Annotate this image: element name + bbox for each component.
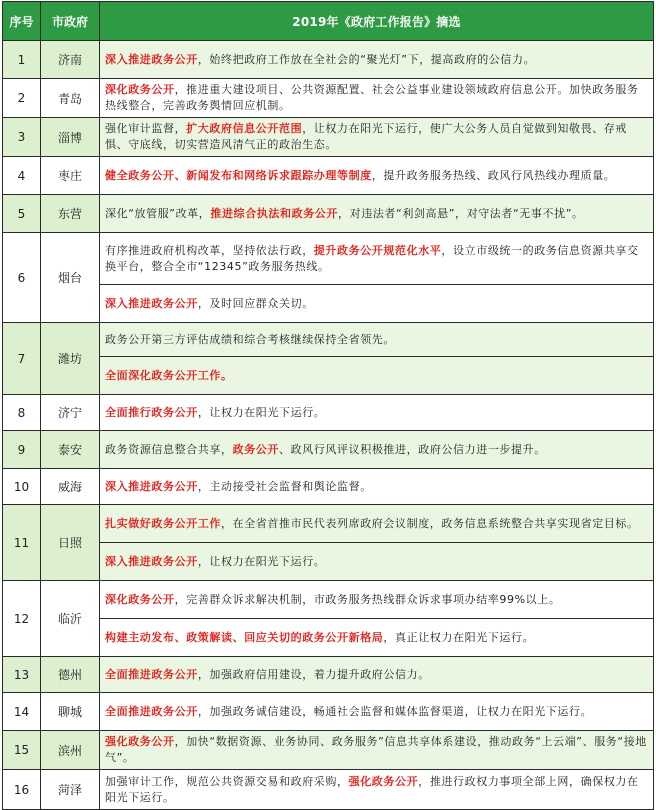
table-row [3, 323, 654, 357]
highlight-text: 扎实做好政务公开工作 [105, 516, 221, 530]
row-index: 3 [3, 118, 41, 157]
row-city: 聊城 [41, 693, 100, 731]
table-row [3, 233, 654, 285]
report-table [2, 1, 654, 810]
header-title: 2019年《政府工作报告》摘选 [100, 2, 654, 41]
excerpt-text: 加强审计工作，规范公共资源交易和政府采购， [105, 774, 349, 788]
table-row [3, 581, 654, 619]
table-row [3, 118, 654, 157]
highlight-text: 推进综合执法和政务公开 [210, 206, 339, 220]
row-city: 青岛 [41, 79, 100, 118]
row-city: 枣庄 [41, 157, 100, 195]
row-excerpt [100, 357, 654, 395]
highlight-text: 深入推进政务公开 [105, 554, 198, 568]
highlight-text: 深入推进政务公开 [105, 296, 198, 310]
excerpt-text: ，加强政府信用建设，着力提升政府公信力。 [197, 667, 430, 681]
header-index: 序号 [3, 2, 41, 41]
table-row [3, 79, 654, 118]
row-index: 13 [3, 657, 41, 693]
row-index: 1 [3, 41, 41, 79]
row-city: 日照 [41, 505, 100, 581]
row-excerpt [100, 581, 654, 619]
row-index: 4 [3, 157, 41, 195]
table-row [3, 357, 654, 395]
row-index: 12 [3, 581, 41, 657]
excerpt-text: ，始终把政府工作放在全社会的“聚光灯”下，提高政府的公信力。 [197, 52, 536, 66]
row-city: 泰安 [41, 431, 100, 469]
excerpt-text: ，推进重大建设项目、公共资源配置、社会公益事业建设领域政府信息公开。加快政务服务热线整合，完善政务舆情回应机制。 [105, 83, 639, 112]
row-index: 9 [3, 431, 41, 469]
row-excerpt [100, 323, 654, 357]
highlight-text: 扩大政府信息公开范围 [186, 122, 303, 135]
table-row [3, 770, 654, 810]
row-city: 济南 [41, 41, 100, 79]
highlight-text: 构建主动发布、政策解读、回应关切的政务公开新格局 [105, 630, 384, 644]
excerpt-text: 政务资源信息整合共享， [105, 442, 233, 456]
excerpt-text: ，主动接受社会监督和舆论监督。 [197, 479, 372, 493]
highlight-text: 健全政务公开、新闻发布和网络诉求跟踪办理等制度 [105, 168, 372, 182]
row-city: 菏泽 [41, 770, 100, 810]
table-row [3, 195, 654, 233]
row-excerpt [100, 657, 654, 693]
table-row [3, 505, 654, 543]
row-index: 11 [3, 505, 41, 581]
header-city: 市政府 [41, 2, 100, 41]
row-excerpt [100, 731, 654, 770]
table-row [3, 657, 654, 693]
row-excerpt [100, 469, 654, 505]
excerpt-text: ，加强政务诚信建设，畅通社会监督和媒体监督渠道，让权力在阳光下运行。 [197, 704, 593, 718]
highlight-text: 深化政务公开 [105, 592, 175, 606]
report-table-container [2, 1, 653, 810]
highlight-text: 全面推行政务公开 [105, 405, 198, 419]
row-excerpt [100, 41, 654, 79]
row-index: 7 [3, 323, 41, 395]
row-excerpt [100, 505, 654, 543]
row-city: 滨州 [41, 731, 100, 770]
excerpt-text: ，完善群众诉求解决机制，市政务服务热线群众诉求事项办结率99%以上。 [174, 592, 561, 606]
row-city: 济宁 [41, 395, 100, 431]
table-row [3, 731, 654, 770]
excerpt-text: ，对违法者“利剑高悬”，对守法者“无事不扰”。 [338, 206, 584, 220]
table-body [3, 41, 654, 810]
row-city: 临沂 [41, 581, 100, 657]
excerpt-text: ，提升政务服务热线、政风行风热线办理质量。 [371, 168, 616, 182]
row-excerpt [100, 431, 654, 469]
highlight-text: 深化政务公开 [105, 83, 175, 96]
excerpt-text: ，加快“数据资源、业务协同、政务服务”信息共享体系建设，推动政务“上云端”、服务“接地气”。 [105, 735, 647, 764]
highlight-text: 强化政务公开 [348, 774, 419, 788]
row-index: 2 [3, 79, 41, 118]
row-index: 6 [3, 233, 41, 323]
table-row [3, 395, 654, 431]
row-city: 威海 [41, 469, 100, 505]
row-index: 8 [3, 395, 41, 431]
row-excerpt [100, 285, 654, 323]
header-row [3, 2, 654, 41]
row-excerpt [100, 79, 654, 118]
row-index: 5 [3, 195, 41, 233]
row-excerpt [100, 543, 654, 581]
row-excerpt [100, 770, 654, 810]
table-row [3, 619, 654, 657]
excerpt-text: ，让权力在阳光下运行。 [197, 405, 326, 419]
row-city: 烟台 [41, 233, 100, 323]
row-city: 东营 [41, 195, 100, 233]
highlight-text: 深入推进政务公开 [105, 52, 198, 66]
excerpt-text: ，及时回应群众关切。 [197, 296, 314, 310]
row-excerpt [100, 233, 654, 285]
excerpt-text: 、政风行风评议积极推进，政府公信力进一步提升。 [279, 442, 546, 456]
excerpt-text: ，推进行政权力事项全部上网，确保权力在阳光下运行。 [105, 774, 639, 804]
row-excerpt [100, 195, 654, 233]
table-row [3, 285, 654, 323]
excerpt-text: 强化审计监督， [105, 122, 187, 135]
highlight-text: 全面深化政务公开工作。 [105, 368, 233, 382]
row-index: 16 [3, 770, 41, 810]
highlight-text: 提升政务公开规范化水平 [313, 243, 442, 257]
row-city: 德州 [41, 657, 100, 693]
table-row [3, 431, 654, 469]
table-row [3, 157, 654, 195]
highlight-text: 全面推进政务公开 [105, 704, 198, 718]
table-row [3, 41, 654, 79]
highlight-text: 强化政务公开 [105, 735, 175, 748]
row-excerpt [100, 619, 654, 657]
excerpt-text: ，在全省首推市民代表列席政府会议制度，政务信息系统整合共享实现省定目标。 [221, 516, 639, 530]
excerpt-text: 有序推进政府机构改革，坚持依法行政， [105, 243, 314, 257]
row-index: 14 [3, 693, 41, 731]
excerpt-text: 深化“放管服”改革， [105, 206, 211, 220]
table-row [3, 543, 654, 581]
row-city: 潍坊 [41, 323, 100, 395]
table-row [3, 469, 654, 505]
highlight-text: 政务公开 [232, 442, 280, 456]
excerpt-text: ，设立市级统一的政务信息资源共享交换平台，整合全市“12345”政务服务热线。 [105, 243, 639, 273]
excerpt-text: ，让权力在阳光下运行，使广大公务人员自觉做到知敬畏、存戒惧、守底线，切实营造风清气正的政治生态。 [105, 122, 628, 151]
row-excerpt [100, 395, 654, 431]
row-excerpt [100, 118, 654, 157]
table-row [3, 693, 654, 731]
row-excerpt [100, 693, 654, 731]
row-city: 淄博 [41, 118, 100, 157]
excerpt-text: 政务公开第三方评估成绩和综合考核继续保持全省领先。 [105, 332, 395, 346]
excerpt-text: ，真正让权力在阳光下运行。 [383, 630, 535, 644]
excerpt-text: ，让权力在阳光下运行。 [197, 554, 326, 568]
row-excerpt [100, 157, 654, 195]
highlight-text: 全面推进政务公开 [105, 667, 198, 681]
highlight-text: 深入推进政务公开 [105, 479, 198, 493]
row-index: 10 [3, 469, 41, 505]
row-index: 15 [3, 731, 41, 770]
